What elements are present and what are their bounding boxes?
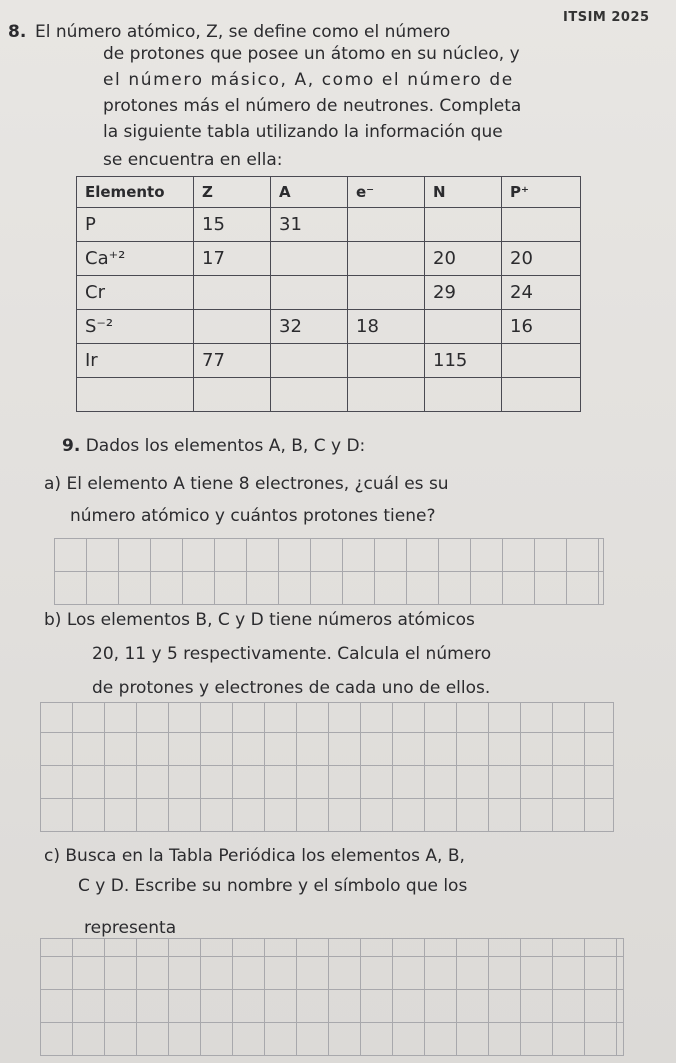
table-cell[interactable] (425, 378, 502, 412)
q8-line6: se encuentra en ella: (103, 150, 283, 170)
q8-line4: protones más el número de neutrones. Completa (103, 96, 522, 116)
table-cell[interactable] (348, 276, 425, 310)
table-cell[interactable]: 16 (502, 310, 581, 344)
q9b-line3: de protones y electrones de cada uno de ellos. (92, 678, 491, 698)
table-cell[interactable]: Ir (77, 344, 194, 378)
q8-number: 8. (8, 22, 27, 42)
table-cell[interactable] (502, 378, 581, 412)
table-header-row (77, 177, 581, 208)
table-cell[interactable] (502, 208, 581, 242)
table-cell[interactable]: 24 (502, 276, 581, 310)
header-cell: Elemento (77, 177, 194, 208)
table-cell[interactable] (194, 276, 271, 310)
q9b-line2: 20, 11 y 5 respectivamente. Calcula el número (92, 644, 492, 664)
q9a-line2: número atómico y cuántos protones tiene? (70, 506, 436, 526)
table-cell[interactable] (271, 276, 348, 310)
q9c-line2: C y D. Escribe su nombre y el símbolo que los (78, 876, 468, 896)
table-cell[interactable] (348, 378, 425, 412)
table-cell[interactable] (348, 242, 425, 276)
table-cell[interactable] (425, 208, 502, 242)
q9-text: Dados los elementos A, B, C y D: (85, 436, 366, 456)
header-cell: N (425, 177, 502, 208)
header-cell: e⁻ (348, 177, 425, 208)
table-cell[interactable]: 20 (425, 242, 502, 276)
q8-line5: la siguiente tabla utilizando la información que (103, 122, 503, 142)
header-code: ITSIM 2025 (563, 10, 650, 25)
table-cell[interactable] (194, 378, 271, 412)
table-cell[interactable] (271, 378, 348, 412)
table-cell[interactable]: Ca⁺² (77, 242, 194, 276)
table-cell[interactable]: P (77, 208, 194, 242)
table-cell[interactable]: 20 (502, 242, 581, 276)
q8-line3: el número másico, A, como el número de (103, 70, 514, 90)
table-row (77, 344, 581, 378)
table-row (77, 310, 581, 344)
header-cell: Z (194, 177, 271, 208)
q9-intro (62, 436, 365, 456)
table-cell[interactable] (348, 344, 425, 378)
table-cell[interactable]: 77 (194, 344, 271, 378)
table-cell[interactable]: 32 (271, 310, 348, 344)
table-row (77, 208, 581, 242)
table-cell[interactable] (271, 344, 348, 378)
table-cell[interactable]: S⁻² (77, 310, 194, 344)
table-cell[interactable] (425, 310, 502, 344)
q9-number: 9. (62, 436, 81, 456)
table-row (77, 378, 581, 412)
table-cell[interactable] (348, 208, 425, 242)
table-cell[interactable]: 18 (348, 310, 425, 344)
table-cell[interactable] (502, 344, 581, 378)
q8-line1: El número atómico, Z, se define como el número (35, 22, 451, 42)
table-row (77, 242, 581, 276)
element-table (76, 176, 581, 412)
table-cell[interactable]: 29 (425, 276, 502, 310)
table-cell[interactable]: 15 (194, 208, 271, 242)
header-cell: A (271, 177, 348, 208)
answer-grid-b[interactable] (40, 702, 614, 832)
q9c-line1: c) Busca en la Tabla Periódica los elementos A, B, (44, 846, 465, 866)
table-cell[interactable]: 17 (194, 242, 271, 276)
q9b-line1: b) Los elementos B, C y D tiene números atómicos (44, 610, 475, 630)
q9c-line3: representa (84, 918, 177, 938)
header-cell: P⁺ (502, 177, 581, 208)
table-cell[interactable] (271, 242, 348, 276)
table-cell[interactable]: 115 (425, 344, 502, 378)
q8-line2: de protones que posee un átomo en su núcleo, y (103, 44, 520, 64)
table-cell[interactable] (194, 310, 271, 344)
q9a-line1: a) El elemento A tiene 8 electrones, ¿cuál es su (44, 474, 449, 494)
answer-grid-c[interactable] (40, 938, 624, 1056)
table-cell[interactable]: 31 (271, 208, 348, 242)
table-cell[interactable]: Cr (77, 276, 194, 310)
table-cell[interactable] (77, 378, 194, 412)
answer-grid-a[interactable] (54, 538, 604, 605)
table-row (77, 276, 581, 310)
